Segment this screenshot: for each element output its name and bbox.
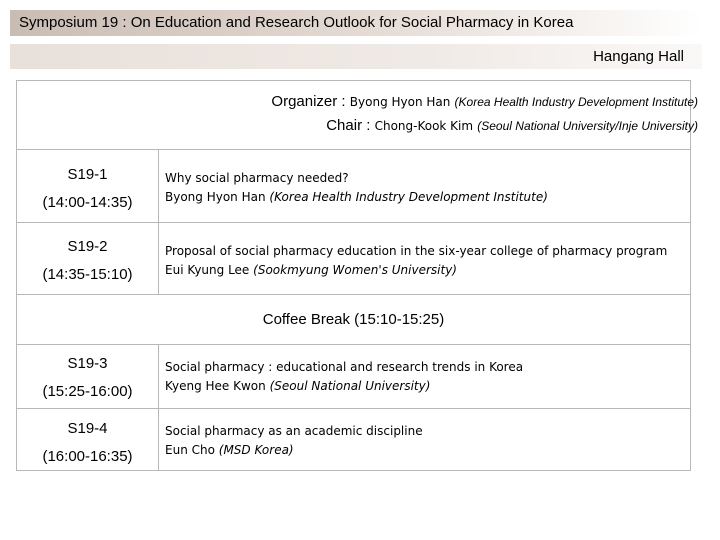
speaker-name: Eui Kyung Lee — [165, 263, 250, 277]
talk-title: Social pharmacy as an academic discipline — [165, 424, 423, 438]
speaker-affiliation: (MSD Korea) — [218, 443, 294, 457]
session-id-cell — [17, 418, 158, 468]
coffee-break: Coffee Break (15:10-15:25) — [262, 311, 445, 328]
column-divider — [158, 149, 159, 294]
talk-title: Proposal of social pharmacy education in the six-year college of pharmacy program — [165, 244, 668, 258]
chair-name: Chong-Kook Kim — [374, 119, 474, 133]
session-talk — [165, 242, 667, 280]
speaker-affiliation: (Sookmyung Women's University) — [253, 263, 457, 277]
divider — [17, 149, 690, 150]
session-talk — [165, 169, 548, 207]
speaker-affiliation: (Korea Health Industry Development Institute) — [269, 190, 548, 204]
chair-line — [271, 114, 698, 138]
chair-label: Chair : — [326, 117, 375, 134]
hall-name: Hangang Hall — [10, 44, 702, 69]
session-id-cell — [17, 353, 158, 403]
speaker-line — [165, 188, 548, 207]
session-code: S19-3 — [67, 355, 108, 372]
organizer-label: Organizer : — [271, 93, 350, 110]
session-talk — [165, 358, 523, 396]
speaker-line — [165, 441, 423, 460]
organizer-name: Byong Hyon Han — [349, 95, 451, 109]
session-id-cell — [17, 164, 158, 214]
speaker-line — [165, 261, 667, 280]
chair-affiliation: (Seoul National University/Inje University) — [477, 119, 698, 133]
session-time: (14:35-15:10) — [42, 266, 133, 283]
session-time: (16:00-16:35) — [42, 448, 133, 465]
session-time: (14:00-14:35) — [42, 194, 133, 211]
talk-title: Social pharmacy : educational and research trends in Korea — [165, 360, 524, 374]
speaker-name: Kyeng Hee Kwon — [165, 379, 266, 393]
divider — [17, 222, 690, 223]
symposium-title: Symposium 19 : On Education and Research Outlook for Social Pharmacy in Korea — [10, 10, 702, 36]
session-id-cell — [17, 236, 158, 286]
speaker-name: Eun Cho — [165, 443, 215, 457]
session-code: S19-4 — [67, 420, 108, 437]
column-divider — [158, 344, 159, 471]
session-time: (15:25-16:00) — [42, 383, 133, 400]
speaker-affiliation: (Seoul National University) — [269, 379, 431, 393]
divider — [17, 408, 690, 409]
session-code: S19-2 — [67, 238, 108, 255]
organizer-affiliation: (Korea Health Industry Development Institute) — [454, 95, 698, 109]
session-talk — [165, 422, 423, 460]
divider — [17, 344, 690, 345]
session-code: S19-1 — [67, 166, 108, 183]
talk-title: Why social pharmacy needed? — [165, 171, 349, 185]
speaker-line — [165, 377, 523, 396]
speaker-name: Byong Hyon Han — [165, 190, 266, 204]
organizer-chair-block — [271, 90, 698, 138]
divider — [17, 294, 690, 295]
organizer-line — [271, 90, 698, 114]
